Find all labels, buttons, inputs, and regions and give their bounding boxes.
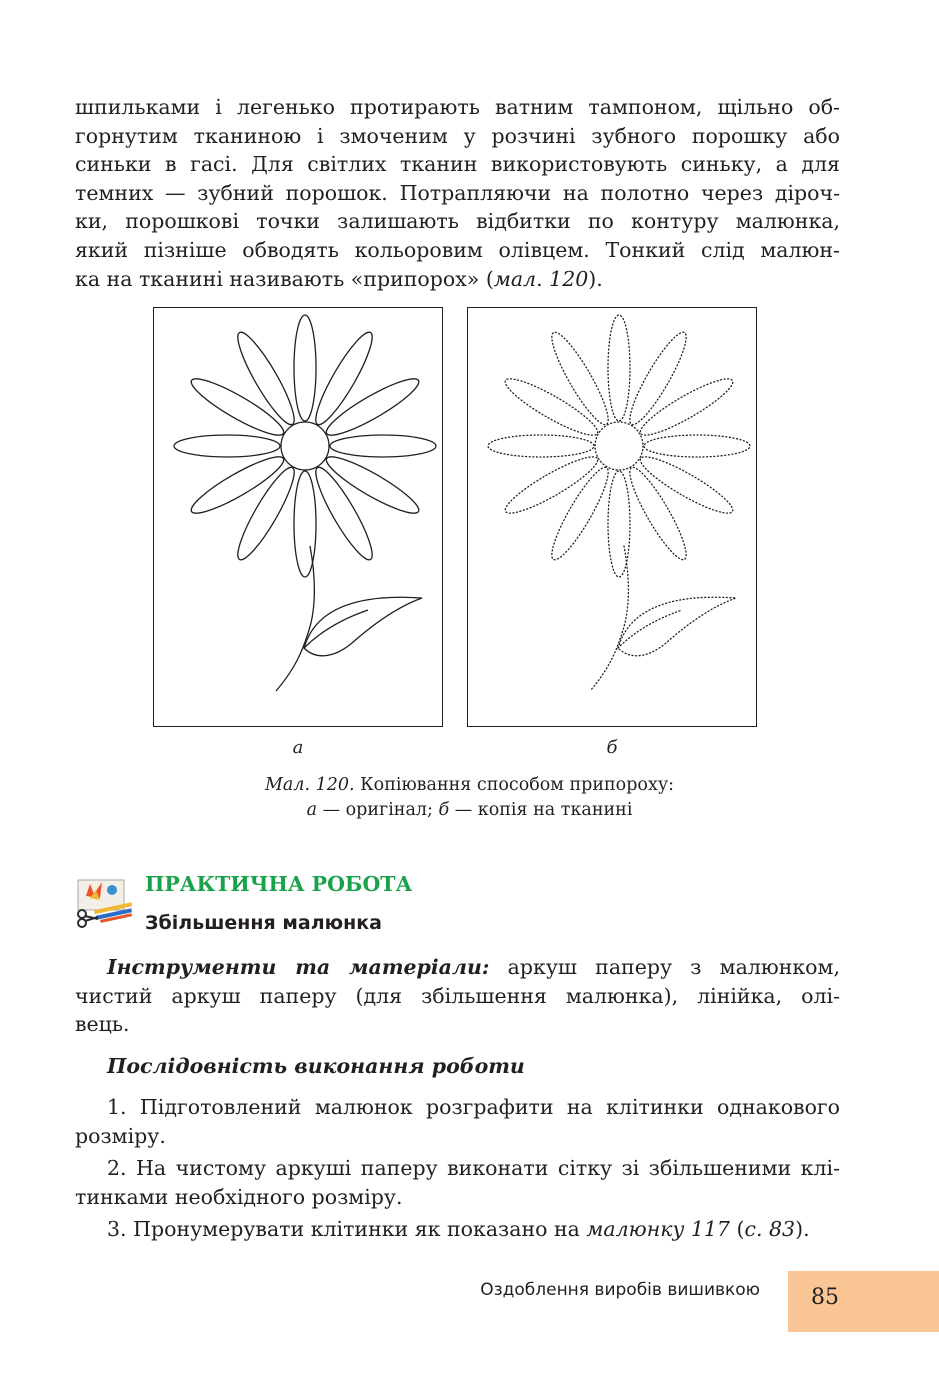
caption-a-text: — оригінал; bbox=[317, 800, 439, 820]
figure-reference: малюнку 117 bbox=[586, 1217, 730, 1241]
step-line: розміру. bbox=[75, 1123, 166, 1148]
figure-caption bbox=[0, 773, 939, 798]
flower-original-drawing bbox=[154, 308, 444, 728]
practical-title: ПРАКТИЧНА РОБОТА bbox=[145, 872, 413, 896]
figure-copy bbox=[467, 307, 757, 727]
footer-section-title: Оздоблення виробів вишивкою bbox=[480, 1280, 760, 1300]
step-1 bbox=[75, 1093, 840, 1150]
intro-line: горнутим тканиною і змоченим у розчині зубного порошку або bbox=[75, 123, 840, 148]
intro-last-end: ). bbox=[588, 266, 603, 291]
figure-label-a: а bbox=[292, 737, 304, 758]
flower-copy-drawing bbox=[468, 308, 758, 728]
step-line: 1. Підготовлений малюнок розграфити на клітинки однакового bbox=[107, 1095, 840, 1119]
materials-label: Інструменти та матеріали: bbox=[107, 955, 490, 979]
sequence-heading: Послідовність виконання роботи bbox=[107, 1054, 525, 1078]
intro-last-text: ка на тканині називають «припорох» ( bbox=[75, 266, 494, 291]
intro-line: темних — зубний порошок. Потрапляючи на полотно через діроч- bbox=[75, 180, 840, 205]
craft-tools-icon bbox=[74, 876, 134, 928]
step-line: тинками необхідного розміру. bbox=[75, 1184, 403, 1209]
caption-ref: Мал. 120. bbox=[264, 775, 355, 795]
materials-line-1 bbox=[75, 953, 840, 982]
step-line: 2. На чистому аркуші паперу виконати сітку зі збільшеними клі- bbox=[107, 1156, 840, 1180]
caption-a: а bbox=[306, 800, 317, 820]
step-2 bbox=[75, 1154, 840, 1211]
step3-text: 3. Пронумерувати клітинки як показано на bbox=[107, 1217, 587, 1241]
step3-text: ). bbox=[795, 1217, 810, 1241]
page-number-tab bbox=[788, 1271, 939, 1332]
page-number: 85 bbox=[811, 1285, 839, 1310]
step-line bbox=[75, 1215, 840, 1244]
caption-b: б bbox=[438, 800, 450, 820]
step-3 bbox=[75, 1215, 840, 1244]
intro-line: який пізніше обводять кольоровим олівцем. Тонкий слід малюн- bbox=[75, 237, 840, 262]
intro-line-last bbox=[75, 265, 840, 294]
practical-subtitle: Збільшення малюнка bbox=[145, 912, 382, 934]
materials-text: аркуш паперу з малюнком, bbox=[489, 955, 840, 979]
intro-line: шпильками і легенько протирають ватним тампоном, щільно об- bbox=[75, 95, 840, 119]
page-reference: с. 83 bbox=[744, 1217, 796, 1241]
intro-paragraph bbox=[75, 93, 840, 293]
step3-text: ( bbox=[729, 1217, 745, 1241]
materials-line-3: вець. bbox=[75, 1012, 130, 1037]
figure-label-b: б bbox=[606, 737, 618, 758]
caption-b-text: — копія на тканині bbox=[449, 800, 633, 820]
figure-reference: мал. 120 bbox=[493, 266, 589, 291]
intro-line: синьки в гасі. Для світлих тканин використовують синьку, а для bbox=[75, 152, 840, 177]
materials-line-2: чистий аркуш паперу (для збільшення малюнка), лінійка, олі- bbox=[75, 983, 840, 1008]
caption-text: Копіювання способом припороху: bbox=[354, 775, 675, 795]
intro-line: ки, порошкові точки залишають відбитки по контуру малюнка, bbox=[75, 209, 840, 234]
figure-caption-legend bbox=[0, 798, 939, 823]
figure-original bbox=[153, 307, 443, 727]
materials-paragraph bbox=[75, 953, 840, 1039]
